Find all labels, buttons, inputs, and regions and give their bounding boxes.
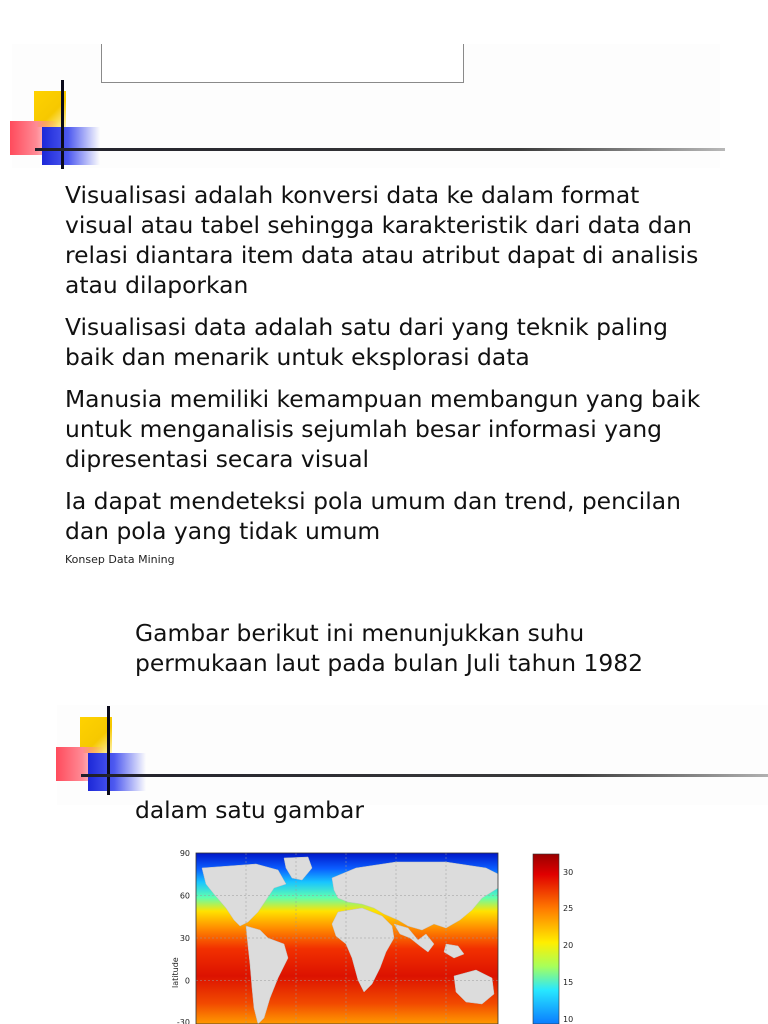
latitude-axis-label: latitude [171, 957, 180, 988]
blue-square-decoration [88, 753, 146, 791]
colorbar-tick-labels [563, 868, 573, 1024]
colorbar-tick-label: 30 [563, 868, 574, 877]
paragraph-visualisasi-teknik: Visualisasi data adalah satu dari yang teknik paling baik dan menarik untuk eksplorasi data [65, 313, 668, 371]
blue-square-decoration [42, 127, 100, 165]
paragraph-kemampuan-manusia: Manusia memiliki kemampuan membangun yang baik untuk menganalisis sejumlah besar informasi yang dipresentasi secara visual [65, 385, 701, 473]
colorbar-tick-label: 10 [563, 1015, 574, 1024]
slide-footer: Konsep Data Mining [65, 553, 175, 566]
lat-tick-label: -30 [176, 1018, 190, 1024]
sst-map-svg [136, 828, 590, 1024]
colorbar-tick-label: 25 [563, 904, 574, 913]
horizontal-rule [35, 148, 725, 151]
lat-tick-label: 30 [179, 934, 190, 943]
colorbar-tick-label: 15 [563, 978, 574, 987]
lat-tick-label: 0 [184, 976, 190, 986]
vertical-rule [107, 706, 110, 795]
slide2-intro-text: Gambar berikut ini menunjukkan suhu permukaan laut pada bulan Juli tahun 1982 [135, 619, 644, 677]
slide2-subtitle: dalam satu gambar [135, 796, 364, 824]
title-placeholder-box [101, 44, 464, 83]
colorbar-tick-label: 20 [563, 941, 574, 950]
vertical-rule [61, 80, 64, 169]
lat-tick-label: 90 [179, 849, 190, 858]
colorbar [533, 854, 559, 1024]
slide-body-text [65, 180, 705, 558]
horizontal-rule [81, 774, 768, 777]
paragraph-visualisasi-definisi: Visualisasi adalah konversi data ke dalam format visual atau tabel sehingga karakteristik dari data dan relasi diantara item data atau atribut dapat di analisis atau dilaporkan [65, 181, 699, 299]
lat-tick-label: 60 [179, 891, 190, 901]
sea-surface-temperature-map [136, 828, 590, 1024]
slide2-header-background [57, 705, 768, 805]
paragraph-pola-umum: Ia dapat mendeteksi pola umum dan trend, pencilan dan pola yang tidak umum [65, 487, 681, 545]
latitude-tick-labels [177, 849, 190, 1024]
